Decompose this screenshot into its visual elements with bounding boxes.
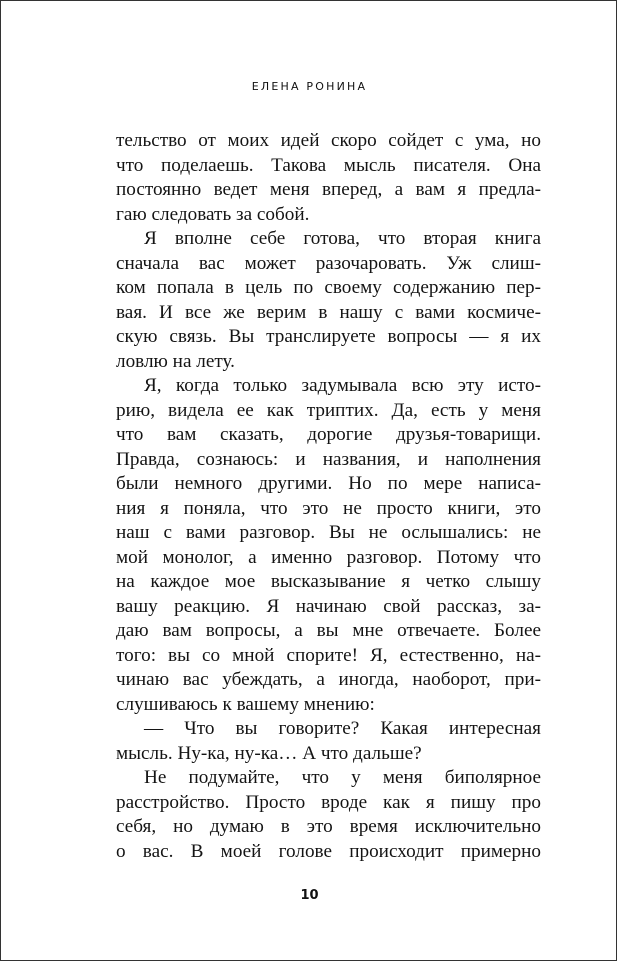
- text-line: постоянно ведет меня вперед, а вам я предла-: [116, 179, 541, 200]
- running-header: ЕЛЕНА РОНИНА: [251, 80, 368, 93]
- text-line: слушиваюсь к вашему мнению:: [116, 693, 375, 715]
- text-line: тельство от моих идей скоро сойдет с ума, но: [116, 130, 541, 151]
- text-line: сначала вас может разочаровать. Уж слиш-: [116, 252, 541, 274]
- text-line: вая. И все же верим в нашу с вами космиче-: [116, 301, 541, 323]
- text-line: Не подумайте, что у меня биполярное: [144, 767, 541, 788]
- text-line: о вас. В моей голове происходит примерно: [116, 840, 541, 862]
- text-line: вашу реакцию. Я начинаю свой рассказ, за-: [116, 595, 541, 617]
- text-line: мысль. Ну-ка, ну-ка… А что дальше?: [116, 742, 422, 764]
- text-line: скую связь. Вы транслируете вопросы — я их: [116, 326, 541, 347]
- text-line: гаю следовать за собой.: [116, 203, 310, 225]
- text-line: ком попала в цель по своему содержанию пер-: [116, 277, 541, 298]
- body-text: [116, 129, 541, 864]
- text-line: ния я поняла, что это не просто книги, это: [116, 497, 541, 519]
- text-line: наш с вами разговор. Вы не ослышались: не: [116, 522, 541, 543]
- text-line: мой монолог, а именно разговор. Потому что: [116, 546, 541, 568]
- text-line: того: вы со мной спорите! Я, естественно, на-: [116, 644, 541, 666]
- text-line: себя, но думаю в это время исключительно: [116, 816, 541, 837]
- page-number: 10: [300, 888, 319, 903]
- text-line: расстройство. Просто вроде как я пишу про: [116, 791, 541, 813]
- text-line: были немного другими. Но по мере написа-: [116, 473, 541, 494]
- text-line: даю вам вопросы, а вы мне отвечаете. Более: [116, 620, 541, 641]
- text-line: что поделаешь. Такова мысль писателя. Она: [116, 154, 541, 176]
- text-line: чинаю вас убеждать, а иногда, наоборот, при-: [116, 669, 541, 690]
- text-line: на каждое мое высказывание я четко слышу: [116, 571, 541, 592]
- text-line: Правда, сознаюсь: и названия, и наполнения: [116, 448, 541, 470]
- text-line: рию, видела ее как триптих. Да, есть у меня: [116, 399, 541, 421]
- text-line: ловлю на лету.: [116, 350, 235, 372]
- text-line: что вам сказать, дорогие друзья-товарищи.: [116, 424, 541, 445]
- text-line: Я вполне себе готова, что вторая книга: [144, 228, 541, 249]
- text-line: Я, когда только задумывала всю эту исто-: [144, 375, 541, 396]
- text-line: — Что вы говорите? Какая интересная: [144, 718, 541, 739]
